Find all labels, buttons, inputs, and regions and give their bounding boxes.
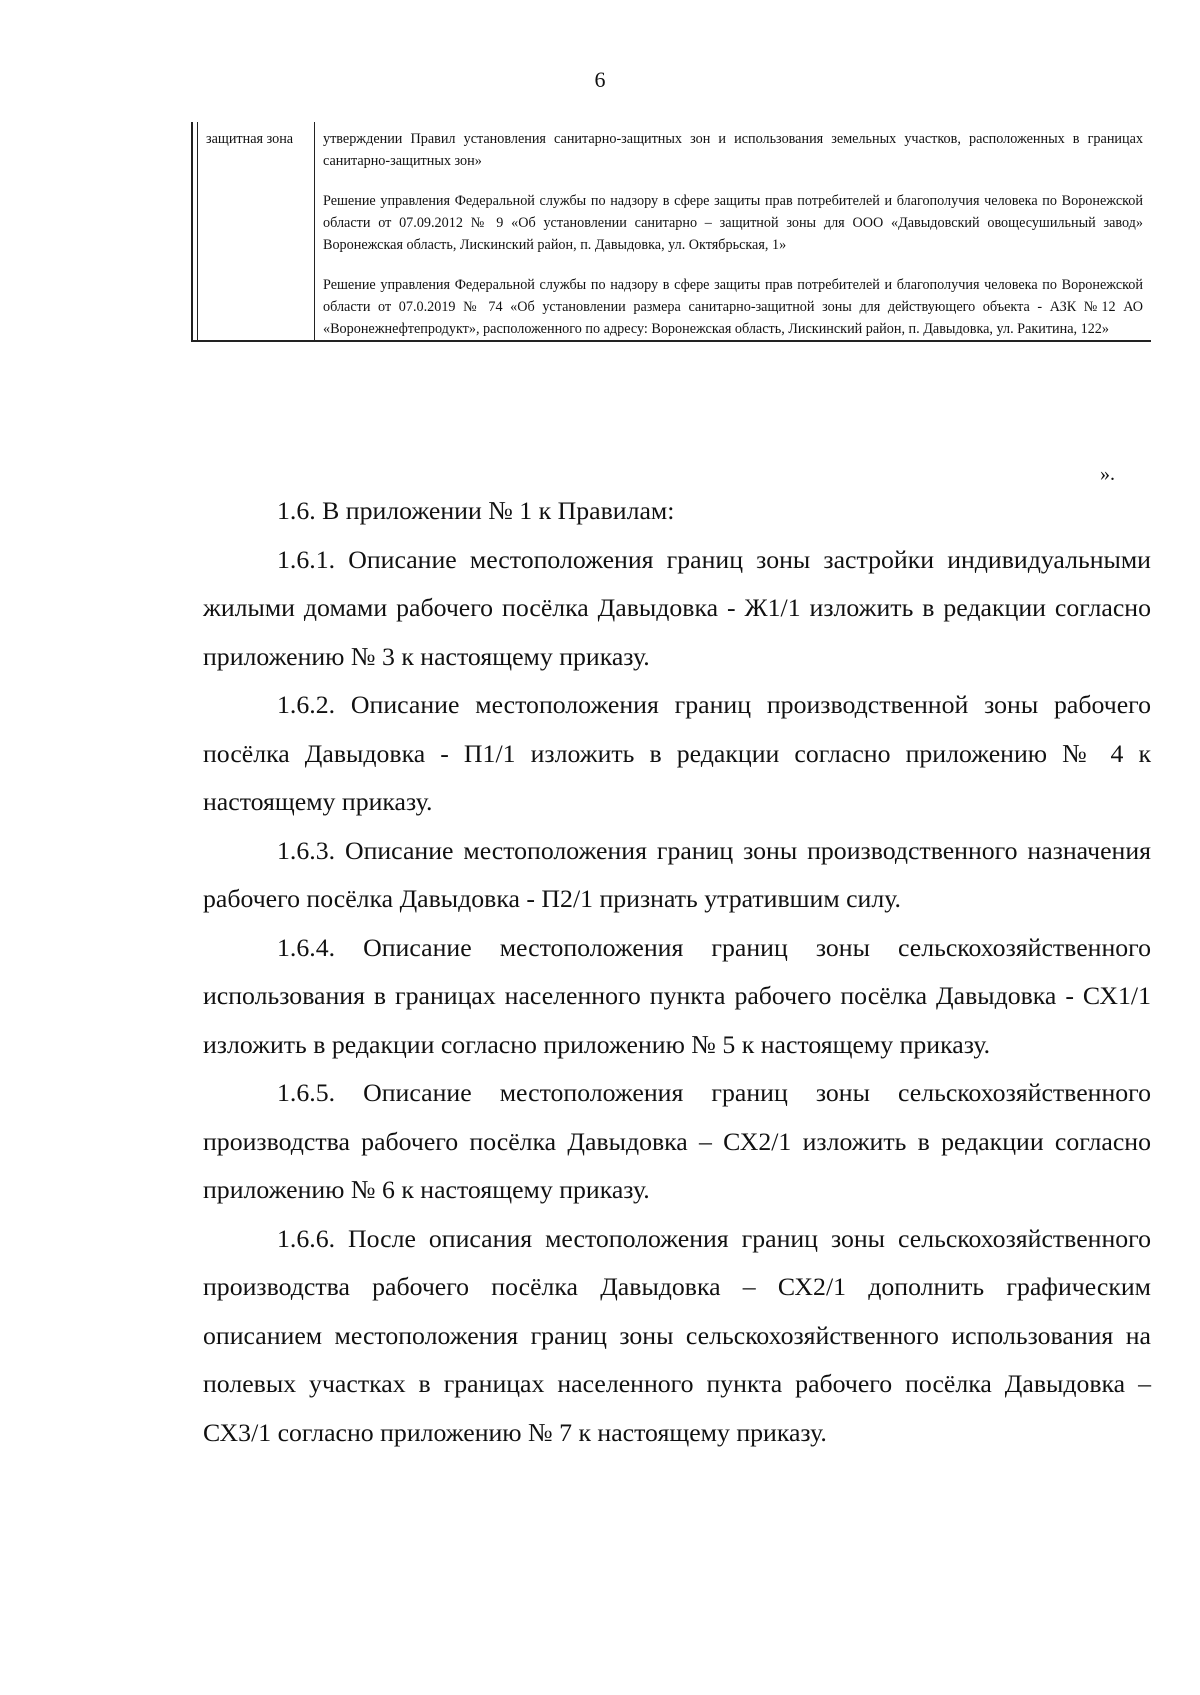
documents-cell [315, 122, 1152, 341]
body-text [203, 487, 1151, 1457]
paragraph-1-6-6: 1.6.6. После описания местоположения границ зоны сельскохозяйственного производства рабочего посёлка Давыдовка – СХ2/1 дополнить графическим описанием местоположения границ зоны сельскохозяйственного использования на полевых участках в границах населенного пункта рабочего посёлка Давыдовка – СХ3/1 согласно приложению № 7 к настоящему приказу. [203, 1223, 1151, 1447]
paragraph-1-6-5: 1.6.5. Описание местоположения границ зоны сельскохозяйственного производства рабочего посёлка Давыдовка – СХ2/1 изложить в редакции согласно приложению № 6 к настоящему приказу. [203, 1078, 1151, 1204]
document-entry: утверждении Правил установления санитарно-защитных зон и использования земельных участков, расположенных в границах санитарно-защитных зон» [323, 131, 1143, 169]
table-row [192, 122, 1151, 341]
document-entry: Решение управления Федеральной службы по надзору в сфере защиты прав потребителей и благополучия человека по Воронежской области от 07.0.2019 № 74 «Об установлении размера санитарно-защитной зоны для действующего объекта - АЗК №12 АО «Воронежнефтепродукт», расположенного по адресу: Воронежская область, Лискинский район, п. Давыдовка, ул. Ракитина, 122» [323, 277, 1143, 337]
document-entry: Решение управления Федеральной службы по надзору в сфере защиты прав потребителей и благополучия человека по Воронежской области от 07.09.2012 № 9 «Об установлении санитарно – защитной зоны для ООО «Давыдовский овощесушильный завод» Воронежская область, Лискинский район, п. Давыдовка, ул. Октябрьская, 1» [323, 193, 1143, 253]
zone-table [191, 122, 1151, 342]
closing-quote: ». [1100, 463, 1115, 485]
page-number: 6 [594, 67, 606, 92]
paragraph-1-6-4: 1.6.4. Описание местоположения границ зоны сельскохозяйственного использования в границах населенного пункта рабочего посёлка Давыдовка - СХ1/1 изложить в редакции согласно приложению № 5 к настоящему приказу. [203, 932, 1151, 1059]
paragraph-1-6-2: 1.6.2. Описание местоположения границ производственной зоны рабочего посёлка Давыдовка - П1/1 изложить в редакции согласно приложению № 4 к настоящему приказу. [203, 690, 1151, 816]
paragraph-1-6-3: 1.6.3. Описание местоположения границ зоны производственного назначения рабочего посёлка Давыдовка - П2/1 признать утратившим силу. [203, 835, 1151, 913]
paragraph-1-6: 1.6. В приложении № 1 к Правилам: [277, 496, 675, 525]
paragraph-1-6-1: 1.6.1. Описание местоположения границ зоны застройки индивидуальными жилыми домами рабочего посёлка Давыдовка - Ж1/1 изложить в редакции согласно приложению № 3 к настоящему приказу. [203, 544, 1151, 671]
zone-name-cell: защитная зона [198, 122, 315, 341]
